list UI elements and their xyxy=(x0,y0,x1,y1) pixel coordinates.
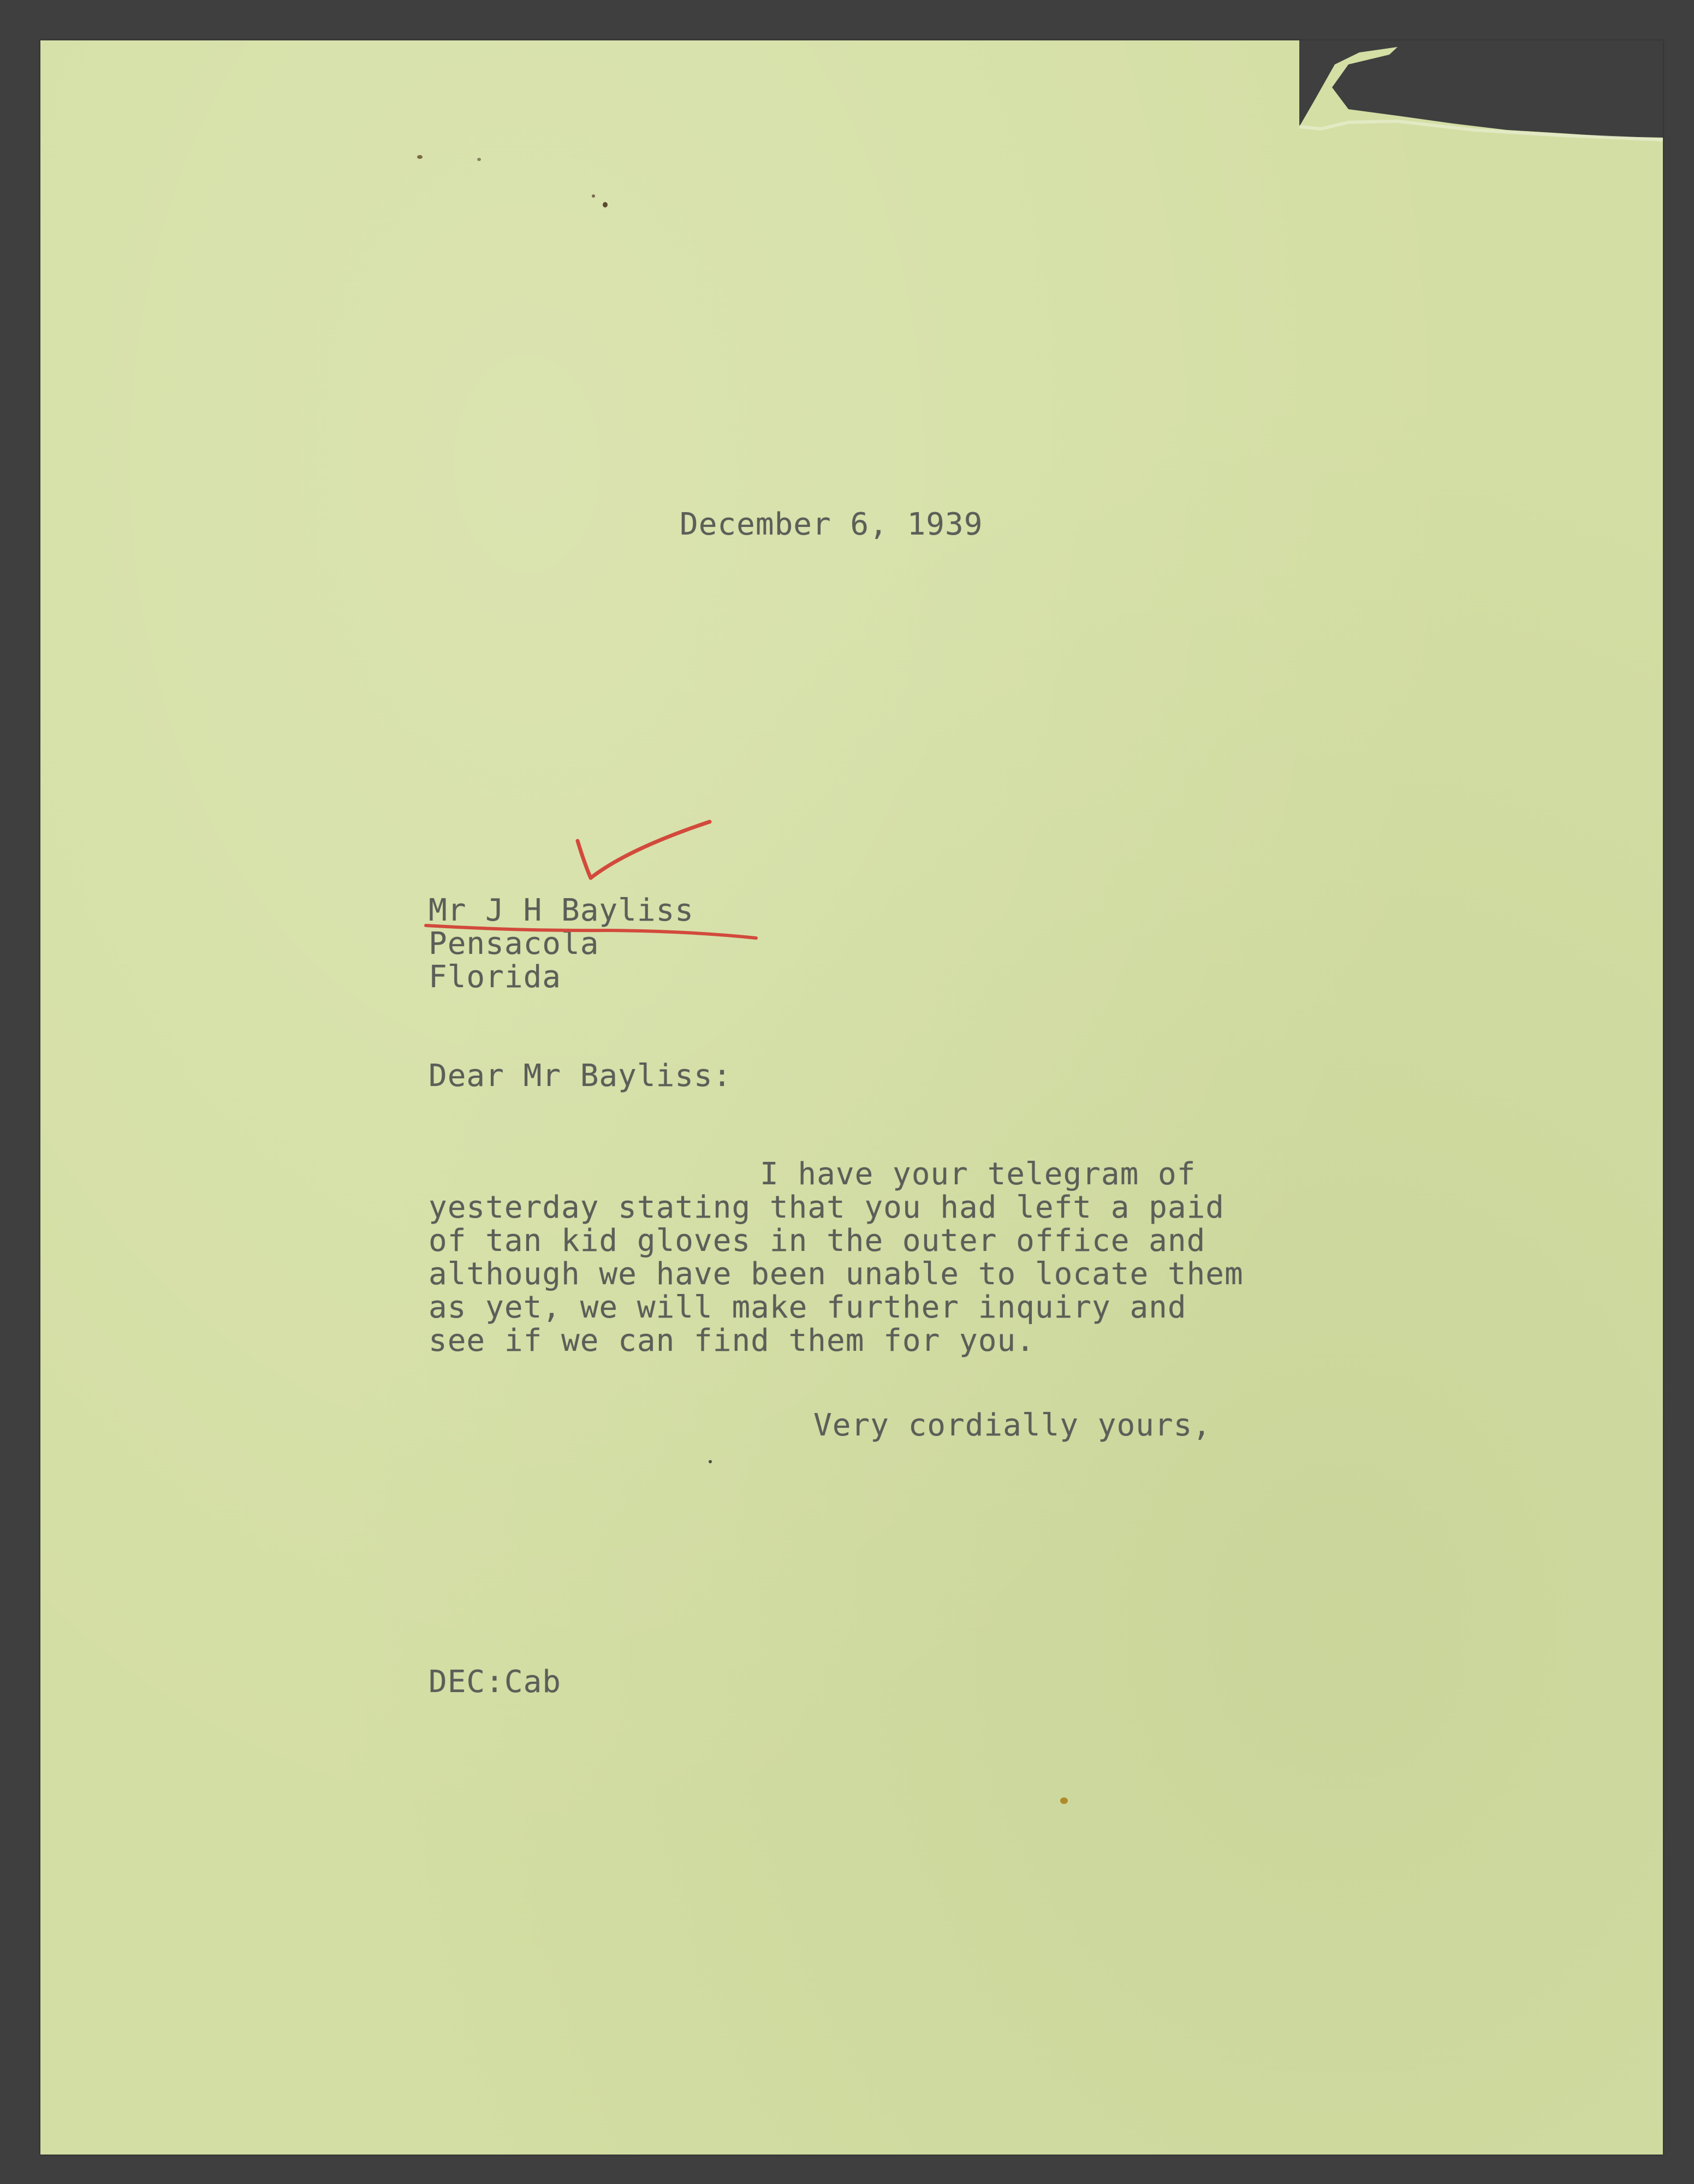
body-line: although we have been unable to locate them xyxy=(429,1256,1244,1292)
closing: Very cordially yours, xyxy=(813,1408,1212,1443)
letter-date: December 6, 1939 xyxy=(680,507,983,542)
body-line: see if we can find them for you. xyxy=(429,1323,1035,1358)
recipient-name: Mr J H Bayliss xyxy=(429,893,694,928)
reference-initials: DEC:Cab xyxy=(429,1664,562,1700)
body-line: I have your telegram of xyxy=(760,1156,1196,1192)
salutation: Dear Mr Bayliss: xyxy=(429,1058,732,1094)
body-line: yesterday stating that you had left a paid xyxy=(429,1190,1225,1225)
recipient-city: Pensacola xyxy=(429,926,599,962)
recipient-state: Florida xyxy=(429,959,562,995)
body-line: of tan kid gloves in the outer office and xyxy=(429,1223,1206,1259)
body-line: as yet, we will make further inquiry and xyxy=(429,1290,1187,1325)
